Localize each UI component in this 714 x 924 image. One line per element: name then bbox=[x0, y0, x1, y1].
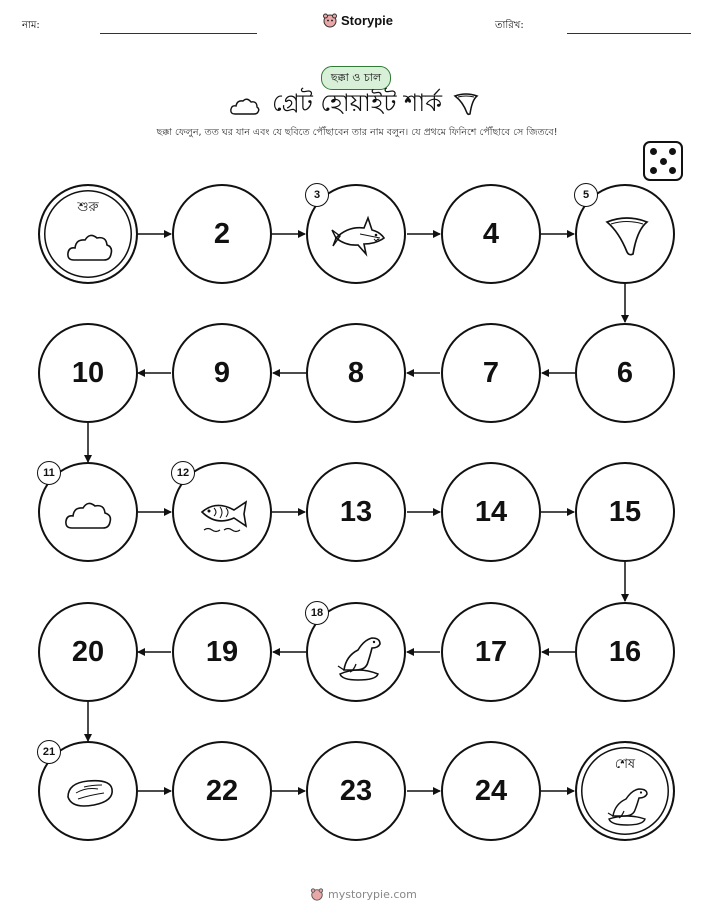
board-cell bbox=[172, 741, 272, 841]
storypie-mascot-icon bbox=[310, 887, 324, 901]
end-label: শেষ bbox=[614, 757, 636, 772]
board-cell bbox=[172, 602, 272, 702]
board-cell bbox=[306, 184, 406, 284]
board-cell-start bbox=[38, 184, 138, 284]
cell-number: 10 bbox=[71, 356, 105, 389]
cell-number: 16 bbox=[608, 635, 642, 668]
brand-name: Storypie bbox=[341, 12, 394, 28]
board-cell bbox=[441, 602, 541, 702]
board-cell bbox=[172, 184, 272, 284]
board-cell bbox=[306, 323, 406, 423]
fish-icon bbox=[196, 486, 252, 542]
cloud-icon bbox=[64, 222, 116, 270]
cell-number: 6 bbox=[616, 356, 634, 389]
cell-number: 8 bbox=[347, 356, 365, 389]
board-cell bbox=[575, 462, 675, 562]
cell-number: 17 bbox=[474, 635, 508, 668]
cell-number: 13 bbox=[339, 495, 373, 528]
board-cell bbox=[441, 462, 541, 562]
board-cell bbox=[575, 184, 675, 284]
page-title: গ্রেট হোয়াইট শার্ক bbox=[272, 89, 442, 117]
cell-number: 20 bbox=[71, 635, 105, 668]
cell-number-badge: 18 bbox=[305, 601, 329, 625]
board-cell bbox=[306, 462, 406, 562]
name-label: নাম: bbox=[22, 20, 40, 31]
cell-number-badge: 12 bbox=[171, 461, 195, 485]
board-cell bbox=[38, 323, 138, 423]
game-type-badge: ছক্কা ও চাল bbox=[321, 66, 391, 90]
cell-number: 4 bbox=[482, 217, 500, 250]
board-cell bbox=[441, 741, 541, 841]
meat-icon bbox=[62, 765, 118, 821]
date-label: তারিখ: bbox=[495, 20, 524, 31]
board-cell bbox=[575, 323, 675, 423]
board-cell bbox=[38, 602, 138, 702]
board-cell bbox=[306, 602, 406, 702]
cell-number-badge: 3 bbox=[305, 183, 329, 207]
cell-number-badge: 21 bbox=[37, 740, 61, 764]
start-label: শুরু bbox=[77, 200, 99, 215]
cell-number: 19 bbox=[205, 635, 239, 668]
board-cell bbox=[38, 462, 138, 562]
cell-number: 23 bbox=[339, 774, 373, 807]
cell-number: 24 bbox=[474, 774, 508, 807]
cell-number: 2 bbox=[213, 217, 231, 250]
cell-number-badge: 5 bbox=[574, 183, 598, 207]
board-cell bbox=[38, 741, 138, 841]
shark-tooth-icon bbox=[599, 208, 655, 264]
cell-number-badge: 11 bbox=[37, 461, 61, 485]
board-cell bbox=[441, 184, 541, 284]
cell-number: 22 bbox=[205, 774, 239, 807]
board-cell bbox=[441, 323, 541, 423]
board-cell bbox=[172, 462, 272, 562]
cell-number: 9 bbox=[213, 356, 231, 389]
seal-icon bbox=[330, 626, 386, 682]
instructions: ছক্কা ফেলুন, তত ঘর যান এবং যে ছবিতে পৌঁছাবেন তার নাম বলুন। যে প্রথমে ফিনিশে পৌঁছাবে সে জিতবে! bbox=[156, 127, 558, 138]
cell-number: 15 bbox=[608, 495, 642, 528]
footer-link[interactable]: mystorypie.com bbox=[328, 887, 417, 901]
seal-icon bbox=[601, 779, 653, 827]
cell-number: 7 bbox=[482, 356, 500, 389]
board-cell-end bbox=[575, 741, 675, 841]
board-cell bbox=[575, 602, 675, 702]
cell-number: 14 bbox=[474, 495, 508, 528]
cloud-icon bbox=[62, 486, 118, 542]
shark-icon bbox=[330, 208, 386, 264]
board-cell bbox=[306, 741, 406, 841]
board-cell bbox=[172, 323, 272, 423]
footer bbox=[310, 887, 417, 901]
